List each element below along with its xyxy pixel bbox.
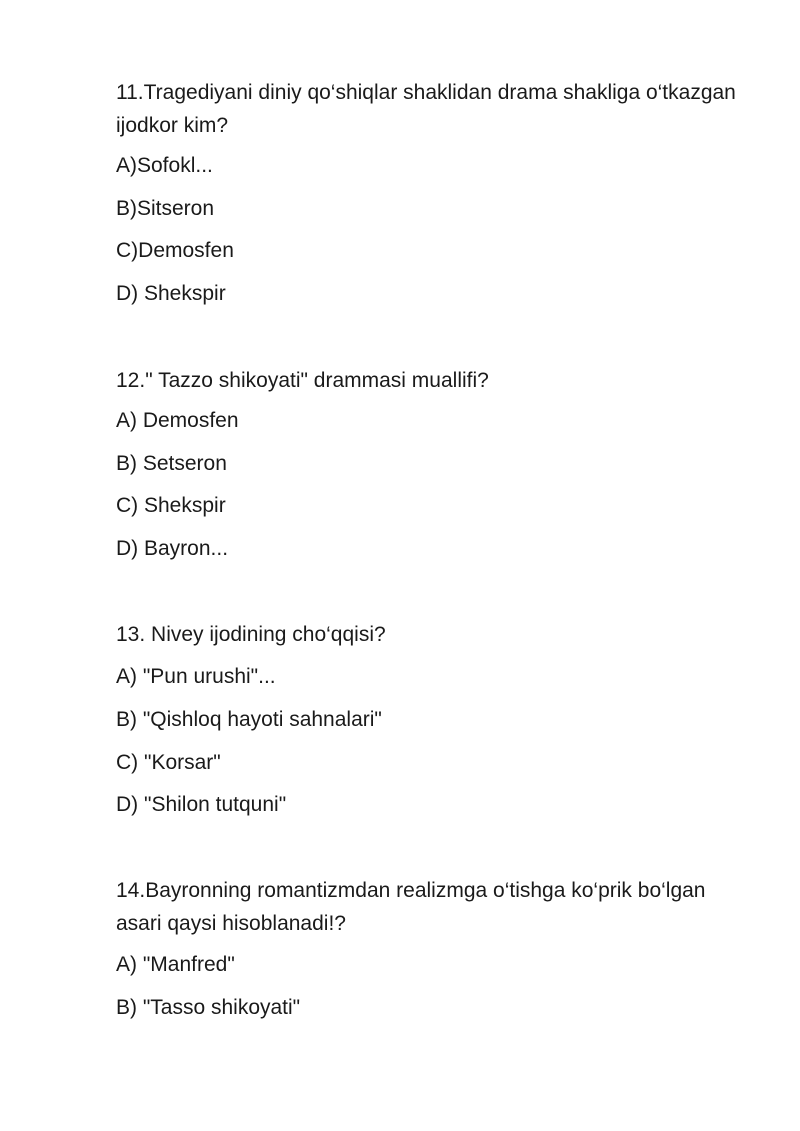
answer-option: B)Sitseron <box>116 197 215 220</box>
answer-option: C)Demosfen <box>116 239 234 262</box>
question-block-13 <box>116 618 756 828</box>
answer-option: B) "Qishloq hayoti sahnalari" <box>116 708 382 731</box>
question-block-12 <box>116 364 756 574</box>
answer-option: C) "Korsar" <box>116 751 221 774</box>
answer-option: A) "Manfred" <box>116 953 235 976</box>
answer-option: A) Demosfen <box>116 409 239 432</box>
answer-option: D) Bayron... <box>116 537 229 560</box>
answer-option: A) "Pun urushi"... <box>116 665 276 688</box>
question-block-11 <box>116 76 756 316</box>
answer-option: A)Sofokl... <box>116 154 213 177</box>
answer-option: D) "Shilon tutquni" <box>116 793 287 816</box>
answer-option: C) Shekspir <box>116 494 226 517</box>
answer-option: D) Shekspir <box>116 282 226 305</box>
question-text: 12." Tazzo shikoyati" drammasi muallifi? <box>116 369 489 392</box>
answer-option: B) "Tasso shikoyati" <box>116 996 301 1019</box>
question-text: 14.Bayronning romantizmdan realizmga o‘tishga ko‘prik bo‘lgan asari qaysi hisoblanadi!? <box>116 879 706 935</box>
question-text: 13. Nivey ijodining cho‘qqisi? <box>116 623 386 646</box>
question-text: 11.Tragediyani diniy qo‘shiqlar shaklidan drama shakliga o‘tkazgan ijodkor kim? <box>116 81 736 137</box>
question-block-14 <box>116 874 756 1034</box>
answer-option: B) Setseron <box>116 452 227 475</box>
